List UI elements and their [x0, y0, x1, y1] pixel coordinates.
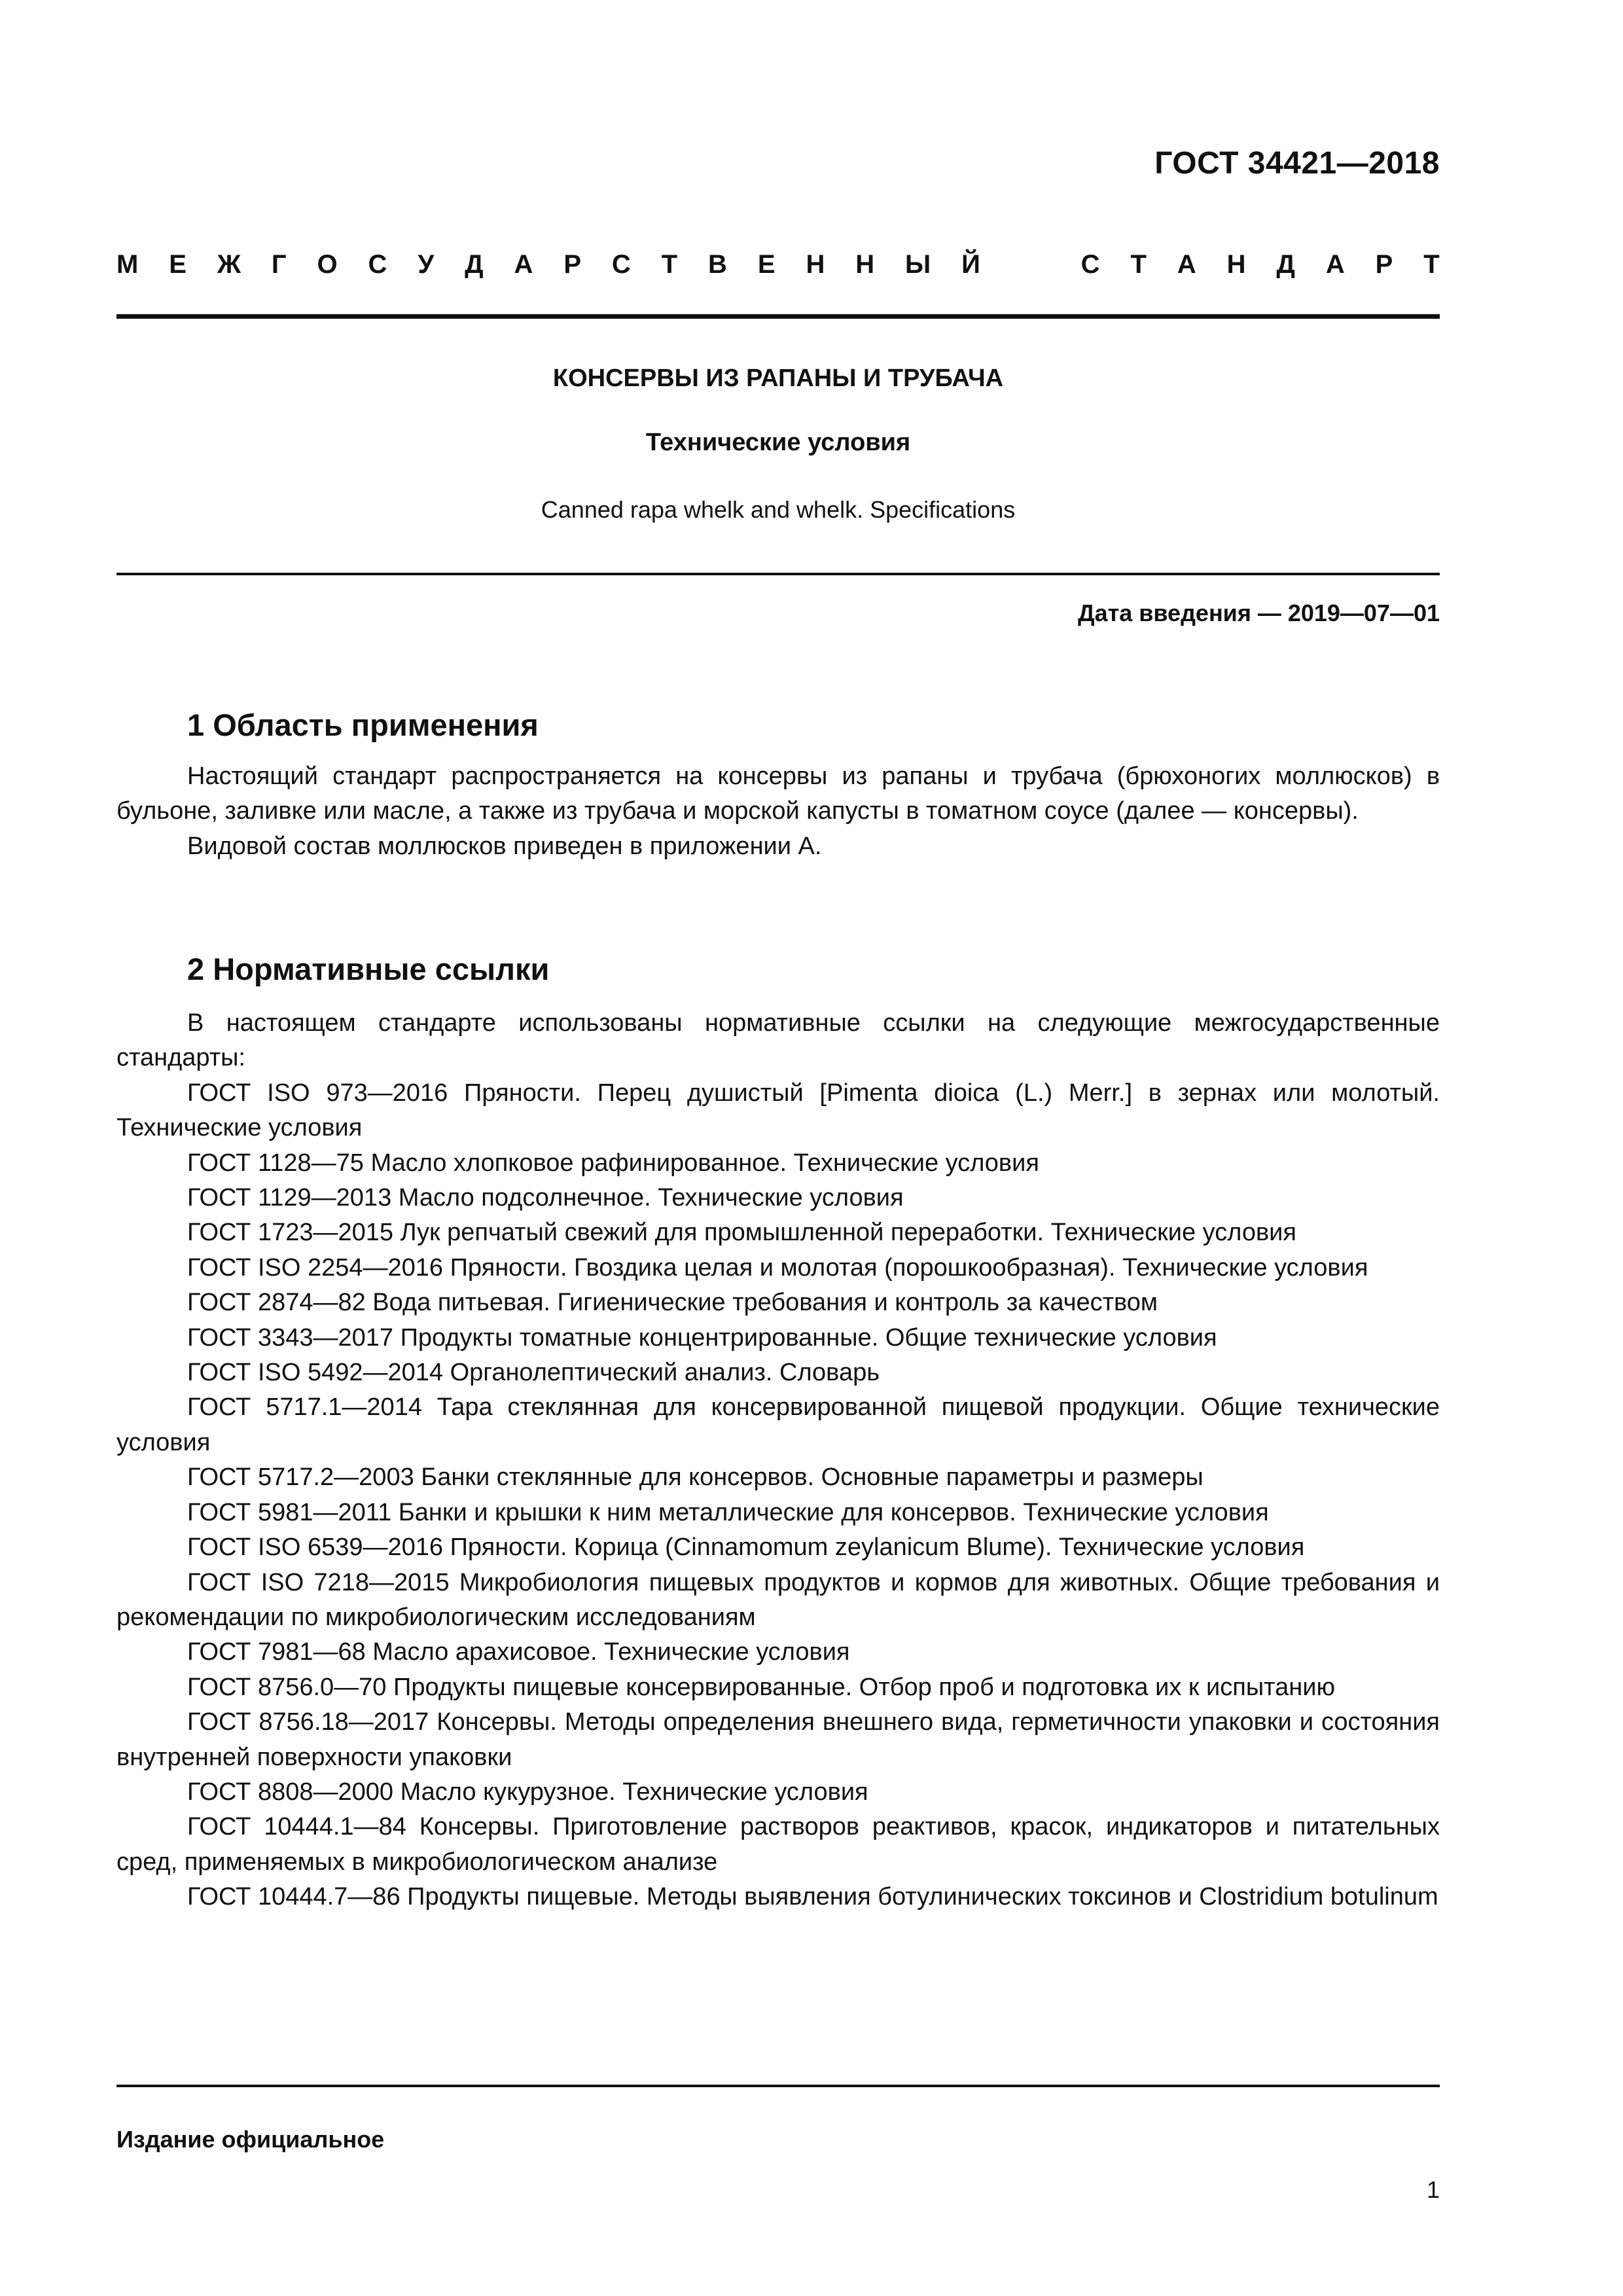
banner-letter: Р	[1375, 250, 1393, 279]
banner-letter: С	[611, 250, 631, 279]
normative-reference-item: ГОСТ 1128—75 Масло хлопковое рафинированное. Технические условия	[187, 1149, 1039, 1177]
normative-reference-item: ГОСТ ISO 5492—2014 Органолептический анализ. Словарь	[187, 1359, 880, 1387]
normative-reference-item: ГОСТ ISO 973—2016 Пряности. Перец душистый [Pimenta dioica (L.) Merr.] в зернах или молотый. Технические условия	[116, 1079, 1440, 1142]
section-1-body	[116, 759, 1440, 864]
section-1-paragraph: Настоящий стандарт распространяется на консервы из рапаны и трубача (брюхоногих моллюсков) в бульоне, заливке или масле, а также из трубача и морской капусты в томатном соусе (далее — консервы).	[116, 762, 1440, 825]
section-2-intro: В настоящем стандарте использованы нормативные ссылки на следующие межгосударственные стандарты:	[116, 1009, 1440, 1072]
normative-reference-item: ГОСТ 2874—82 Вода питьевая. Гигиенические требования и контроль за качеством	[187, 1289, 1158, 1317]
banner-letter: О	[317, 250, 338, 279]
normative-reference-item: ГОСТ 8808—2000 Масло кукурузное. Технические условия	[187, 1778, 868, 1806]
normative-reference-item: ГОСТ 5717.1—2014 Тара стеклянная для консервированной пищевой продукции. Общие технические условия	[116, 1393, 1440, 1456]
section-1-heading: 1 Область применения	[187, 708, 539, 742]
normative-reference-item: ГОСТ ISO 6539—2016 Пряности. Корица (Cinnamomum zeylanicum Blume). Технические условия	[187, 1534, 1305, 1562]
normative-reference-item: ГОСТ 1129—2013 Масло подсолнечное. Технические условия	[187, 1184, 904, 1212]
section-2-heading: 2 Нормативные ссылки	[187, 952, 550, 986]
header-rule	[116, 314, 1440, 319]
normative-reference-item: ГОСТ 3343—2017 Продукты томатные концентрированные. Общие технические условия	[187, 1323, 1217, 1352]
banner-letter: У	[418, 250, 435, 279]
banner-letter: Е	[169, 250, 187, 279]
document-page	[116, 0, 1440, 2296]
normative-reference-list	[116, 1076, 1440, 1915]
banner-letter: В	[708, 250, 727, 279]
document-title: КОНСЕРВЫ ИЗ РАПАНЫ И ТРУБАЧА	[552, 365, 1004, 392]
normative-reference-item: ГОСТ 10444.1—84 Консервы. Приготовление растворов реактивов, красок, индикаторов и питательных сред, применяемых в микробиологическом анализе	[116, 1813, 1440, 1876]
banner-letter: Г	[271, 250, 287, 279]
banner-letter: Н	[1226, 250, 1246, 279]
english-title: Canned rapa whelk and whelk. Specifications	[541, 496, 1016, 523]
footer-rule	[116, 2085, 1440, 2087]
banner-letter: А	[514, 250, 533, 279]
banner-letter: Ы	[905, 250, 931, 279]
banner-letter: А	[1177, 250, 1196, 279]
normative-reference-item: ГОСТ 1723—2015 Лук репчатый свежий для промышленной переработки. Технические условия	[187, 1219, 1296, 1247]
banner-letter: Т	[661, 250, 678, 279]
gost-number: ГОСТ 34421—2018	[1154, 146, 1440, 181]
document-subtitle: Технические условия	[645, 429, 911, 456]
banner-letter: С	[1080, 250, 1100, 279]
banner-letter: Н	[806, 250, 825, 279]
banner-letter: М	[116, 250, 139, 279]
banner-letter: Р	[563, 250, 581, 279]
normative-reference-item: ГОСТ 8756.18—2017 Консервы. Методы определения внешнего вида, герметичности упаковки и состояния внутренней поверхности упаковки	[116, 1708, 1440, 1771]
page-number: 1	[1426, 2176, 1440, 2203]
section-2-body	[116, 1006, 1440, 1915]
normative-reference-item: ГОСТ 5717.2—2003 Банки стеклянные для консервов. Основные параметры и размеры	[187, 1463, 1204, 1492]
normative-reference-item: ГОСТ 10444.7—86 Продукты пищевые. Методы выявления ботулинических токсинов и Clostridium botulinum	[187, 1883, 1438, 1911]
banner-letter: Д	[465, 250, 484, 279]
banner-letter: Е	[757, 250, 776, 279]
banner-letter: Ж	[217, 250, 241, 279]
section-1-paragraph: Видовой состав моллюсков приведен в приложении А.	[187, 832, 822, 860]
banner-letter: С	[368, 250, 387, 279]
normative-reference-item: ГОСТ ISO 7218—2015 Микробиология пищевых продуктов и кормов для животных. Общие требования и рекомендации по микробиологическим исследованиям	[116, 1568, 1440, 1631]
banner-letter: Т	[1423, 250, 1440, 279]
banner-word-gap	[1011, 250, 1050, 279]
banner-letter: Н	[855, 250, 875, 279]
banner-letter: Д	[1276, 250, 1295, 279]
standard-type-banner	[116, 250, 1440, 279]
normative-reference-item: ГОСТ ISO 2254—2016 Пряности. Гвоздика целая и молотая (порошкообразная). Технические условия	[187, 1253, 1368, 1282]
banner-letter: Й	[961, 250, 980, 279]
banner-letter: Т	[1130, 250, 1147, 279]
introduction-date: Дата введения — 2019—07—01	[1077, 600, 1440, 626]
title-rule	[116, 573, 1440, 575]
normative-reference-item: ГОСТ 7981—68 Масло арахисовое. Технические условия	[187, 1638, 850, 1666]
normative-reference-item: ГОСТ 8756.0—70 Продукты пищевые консервированные. Отбор проб и подготовка их к испытанию	[187, 1673, 1335, 1701]
edition-note: Издание официальное	[116, 2126, 385, 2153]
normative-reference-item: ГОСТ 5981—2011 Банки и крышки к ним металлические для консервов. Технические условия	[187, 1498, 1269, 1526]
banner-letter: А	[1325, 250, 1345, 279]
